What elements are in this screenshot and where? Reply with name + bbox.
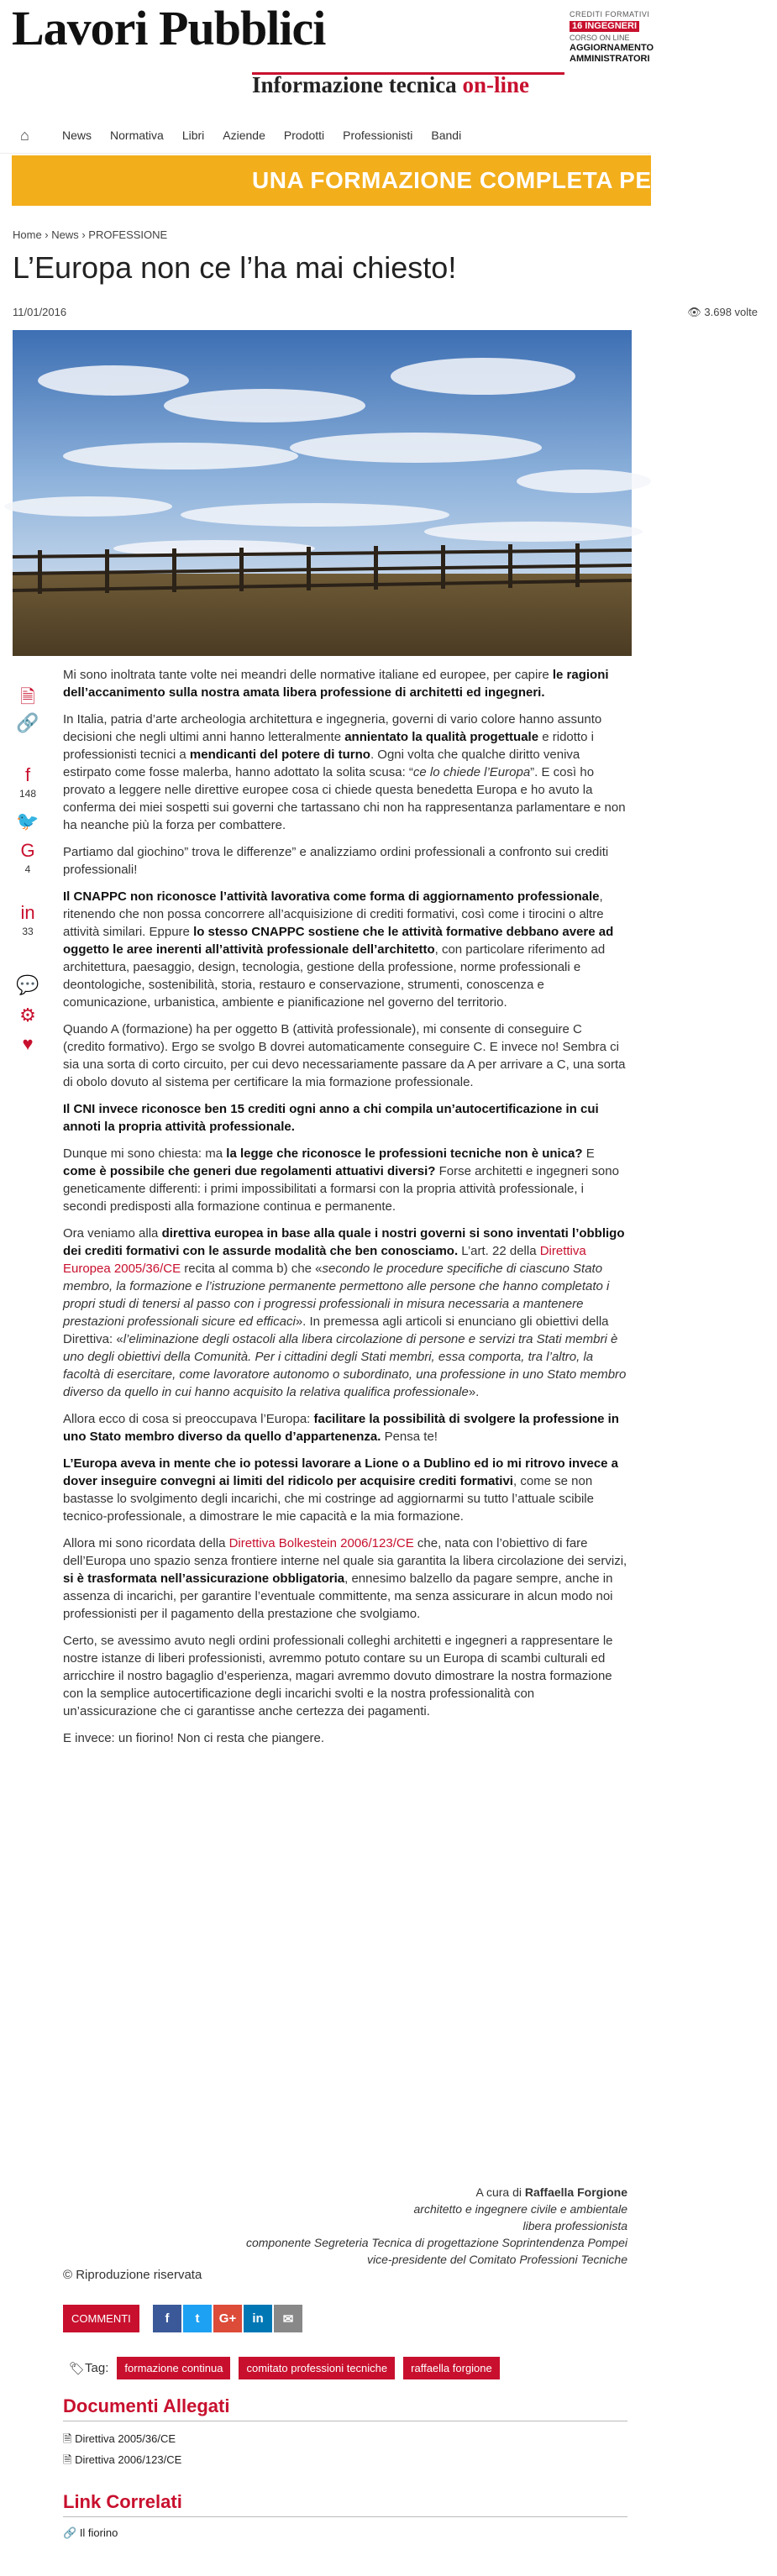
tag-item[interactable]: raffaella forgione bbox=[403, 2357, 500, 2379]
paragraph: Mi sono inoltrata tante volte nei meandri delle normative italiane ed europee, per capire le ragioni dell’accanimento sulla nostra amata libera professione di architetti ed ingegneri. bbox=[63, 668, 609, 700]
promo-banner[interactable] bbox=[12, 155, 777, 206]
paragraph: Il CNAPPC non riconosce l’attività lavorativa come forma di aggiornamento professionale, ritenendo che non possa concorrere all’acquisizione di crediti formativi, così come i tirocini o altre attività similari. Eppure lo stesso CNAPPC sostiene che le attività formative debbano avere ad oggetto le aree inerenti all’attività professionale dell’architetto, con particolare riferimento ad architettura, paesaggio, design, tecnologia, gestione della professione, norme professionali e deontologiche, sostenibilità, storia, restauro e conservazione, strumenti, conoscenza e comunicazione, urbanistica, ambiente e pianificazione nel governo del territorio. bbox=[63, 889, 614, 1010]
rights-notice: © Riproduzione riservata bbox=[63, 2268, 202, 2282]
twitter-share[interactable] bbox=[15, 811, 40, 832]
tag-item[interactable]: comitato professioni tecniche bbox=[239, 2357, 395, 2379]
tags-row bbox=[69, 2357, 500, 2379]
signature-line-1: architetto e ingegnere civile e ambientale bbox=[413, 2202, 627, 2216]
linkedin-icon: in bbox=[20, 902, 35, 923]
signature-line-2: libera professionista bbox=[522, 2219, 627, 2232]
related-links-title: Link Correlati bbox=[63, 2491, 182, 2512]
print-icon[interactable]: 🗎 bbox=[20, 686, 35, 707]
paragraph: Certo, se avessimo avuto negli ordini professionali colleghi architetti e ingegneri a rappresentare le nostre istanze di liberi professionisti, avremmo potuto contare su un Europa di scambi culturali ed arricchire il nostro bagaglio d’esperienza, magari avremmo dovuto dimostrare la nostra formazione con la semplice autocertificazione degli incarichi svolti e la nostra professionalità con un’assicurazione che ci garantisse anche certezza dei pagamenti. bbox=[63, 1634, 613, 1718]
comments-icon[interactable]: 💬 bbox=[16, 974, 39, 995]
heart-icon[interactable]: ♥ bbox=[22, 1033, 34, 1054]
signature-line-3: componente Segreteria Tecnica di progettazione Soprintendenza Pompei bbox=[245, 2236, 627, 2249]
tags-label: Tag: bbox=[85, 2361, 109, 2375]
related-links-divider bbox=[63, 2516, 627, 2517]
file-icon: 🗎 bbox=[63, 2432, 76, 2445]
paragraph: L’Europa aveva in mente che io potessi lavorare a Lione o a Dublino ed io mi ritrovo invece a dover inseguire convegni ai limiti del ridicolo per acquisire crediti formativi, come se non bastasse lo svolgimento degli incarichi, che mi costringe ad aggiornarmi su tutto l’attuale scibile tecnico-professionale, a dimostrare le mie capacità e la mia formazione. bbox=[63, 1456, 619, 1524]
nav-item-libri[interactable]: Libri bbox=[181, 129, 205, 142]
google-share[interactable] bbox=[15, 840, 40, 875]
nav-item-prodotti[interactable]: Prodotti bbox=[283, 129, 325, 142]
breadcrumb[interactable]: Home › News › PROFESSIONE bbox=[13, 228, 168, 241]
nav-item-aziende[interactable]: Aziende bbox=[223, 129, 265, 142]
nav-item-professionisti[interactable]: Professionisti bbox=[343, 129, 413, 142]
paragraph: Partiamo dal giochino” trova le differenze” e analizziamo ordini professionali a confronto sui crediti professionali! bbox=[63, 845, 609, 877]
linkedin-count: 33 bbox=[22, 926, 34, 937]
facebook-count: 148 bbox=[18, 788, 37, 800]
promo-line-5: AMMINISTRATORI bbox=[570, 54, 650, 64]
document-label: Direttiva 2005/36/CE bbox=[75, 2432, 176, 2445]
google-plus-icon[interactable]: G+ bbox=[213, 2305, 242, 2332]
signature-name: Raffaella Forgione bbox=[524, 2185, 627, 2199]
documents-title: Documenti Allegati bbox=[63, 2395, 230, 2416]
hero-image bbox=[13, 330, 632, 656]
google-icon: G bbox=[20, 840, 35, 861]
linkedin-icon[interactable]: in bbox=[244, 2305, 272, 2332]
promo-badge: 16 INGEGNERI bbox=[570, 21, 639, 32]
paragraph: E invece: un fiorino! Non ci resta che piangere. bbox=[63, 1731, 325, 1745]
eye-icon: 👁 bbox=[687, 306, 705, 318]
signature-line-4: vice-presidente del Comitato Professioni Tecniche bbox=[367, 2253, 627, 2266]
facebook-icon[interactable]: f bbox=[153, 2305, 181, 2332]
banner-text: UNA FORMAZIONE COMPLETA PER IL TUO L bbox=[252, 167, 777, 193]
article-views bbox=[687, 306, 758, 319]
article-body bbox=[63, 666, 627, 1756]
linkedin-share[interactable] bbox=[15, 902, 40, 937]
related-link-label: Il fiorino bbox=[79, 2526, 118, 2539]
file-icon: 🗎 bbox=[63, 2453, 76, 2466]
nav-item-bandi[interactable]: Bandi bbox=[431, 129, 462, 142]
google-count: 4 bbox=[24, 863, 31, 875]
comments-button[interactable]: COMMENTI bbox=[63, 2305, 139, 2332]
link-icon[interactable]: 🔗 bbox=[16, 712, 39, 733]
tag-icon: 🏷 bbox=[69, 2361, 86, 2376]
paragraph: Quando A (formazione) ha per oggetto B (attività professionale), mi consente di conseguire C (credito formativo). Ergo se svolgo B dovrei automaticamente conseguire C. E invece no! Sembra ci sia una sorta di corto circuito, per cui devo necessariamente passare da A per arrivare a C, una sorta di obolo dovuto al sistema per certificare la mia formazione professionale. bbox=[63, 1022, 626, 1089]
home-icon[interactable]: ⌂ bbox=[20, 126, 29, 144]
tagline-highlight: on-line bbox=[462, 72, 529, 97]
page-title: L’Europa non ce l’ha mai chiesto! bbox=[13, 250, 457, 285]
related-link[interactable] bbox=[63, 2526, 118, 2540]
document-label: Direttiva 2006/123/CE bbox=[75, 2453, 182, 2466]
tagline-prefix: Informazione tecnica bbox=[252, 72, 463, 97]
nav-item-normativa[interactable]: Normativa bbox=[110, 129, 164, 142]
document-link[interactable] bbox=[63, 2432, 176, 2450]
paragraph: Allora ecco di cosa si preoccupava l’Europa: facilitare la possibilità di svolgere la professione in uno Stato membro diverso da quello d’appartenenza. Pensa te! bbox=[63, 1412, 619, 1444]
paragraph: Il CNI invece riconosce ben 15 crediti ogni anno a chi compila un’autocertificazione in cui annoti la propria attività professionale. bbox=[63, 1102, 599, 1134]
promo-line-4: AGGIORNAMENTO bbox=[570, 43, 654, 53]
facebook-icon: f bbox=[24, 764, 31, 785]
site-logo[interactable]: Lavori Pubblici bbox=[12, 1, 326, 55]
site-header bbox=[0, 0, 654, 97]
gear-icon[interactable]: ⚙ bbox=[19, 1005, 36, 1026]
views-count: 3.698 volte bbox=[704, 306, 758, 318]
paragraph: In Italia, patria d’arte archeologia architettura e ingegneria, governi di vario colore hanno assunto decisioni che negli ultimi anni hanno letteralmente annientato la qualità progettuale e ridotto i professionisti tecnici a mendicanti del potere di turno. Ogni volta che qualche diritto veniva estirpato come fosse malerba, hanno adottato la solita scusa: “ce lo chiede l’Europa”. E così ho provato a leggere nelle direttive europee cosa ci chiede questa benedetta Europa e ho avuto la conferma dei miei sospetti sui governi che tartassano chi non ha rappresentanza parlamentare e non ha neanche più la forza per combattere. bbox=[63, 712, 626, 832]
article-signature bbox=[63, 2184, 627, 2268]
facebook-share[interactable] bbox=[15, 764, 40, 800]
email-icon[interactable]: ✉ bbox=[274, 2305, 302, 2332]
promo-line-3: CORSO ON LINE bbox=[570, 34, 630, 42]
nav-item-news[interactable]: News bbox=[62, 129, 92, 142]
article-date: 11/01/2016 bbox=[13, 306, 67, 318]
promo-box[interactable] bbox=[570, 10, 654, 65]
twitter-icon: 🐦 bbox=[16, 811, 39, 832]
main-nav bbox=[0, 118, 651, 154]
signature-author bbox=[63, 2184, 627, 2201]
document-link[interactable] bbox=[63, 2453, 181, 2471]
social-buttons bbox=[153, 2305, 302, 2332]
paragraph: Dunque mi sono chiesta: ma la legge che riconosce le professioni tecniche non è unica? E come è possibile che generi due regolamenti attuativi diversi? Forse architetti e ingegneri sono geneticamente differenti: i primi impossibilitati a formarsi con la propria attività professionale, i secondi predisposti alla formazione continua e permanente. bbox=[63, 1146, 619, 1214]
site-tagline bbox=[252, 74, 529, 96]
tag-item[interactable]: formazione continua bbox=[117, 2357, 230, 2379]
paragraph: Ora veniamo alla direttiva europea in base alla quale i nostri governi si sono inventati l’obbligo dei crediti formativi con le assurde modalità che ben conosciamo. L’art. 22 della Direttiva Europea 2005/36/CE recita al comma b) che «secondo le procedure specifiche di ciascuno Stato membro, la formazione e l’istruzione permanente permettono alle persone che hanno completato i propri studi di tenersi al passo con i progressi professionali in misura necessaria a mantenere prestazioni professionali sicure ed efficaci». In premessa agli articoli si enunciano gli obiettivi della Direttiva: «l’eliminazione degli ostacoli alla libera circolazione di persone e servizi tra Stati membri è uno degli obiettivi della Comunità. Per i cittadini degli Stati membri, essa comporta, tra l’altro, la facoltà di esercitare, come lavoratore autonomo o subordinato, una professione in uno Stato membro diverso da quello in cui hanno acquisito la relativa qualifica professionale». bbox=[63, 1226, 627, 1399]
paragraph: Allora mi sono ricordata della Direttiva Bolkestein 2006/123/CE che, nata con l’obiettivo di fare dell’Europa uno spazio senza frontiere interne nel quale sia garantita la libera circolazione dei servizi, si è trasformata nell’assicurazione obbligatoria, ennesimo balzello da pagare sempre, anche in assenza di incarichi, per garantire l’eventuale committente, ma senza assicurare in alcun modo noi professionisti per il pagamento della prestazione che svolgiamo. bbox=[63, 1536, 627, 1621]
signature-prefix: A cura di bbox=[475, 2185, 525, 2199]
twitter-icon[interactable]: t bbox=[183, 2305, 212, 2332]
link-icon: 🔗 bbox=[63, 2526, 80, 2539]
promo-line-1: CREDITI FORMATIVI bbox=[570, 10, 650, 18]
